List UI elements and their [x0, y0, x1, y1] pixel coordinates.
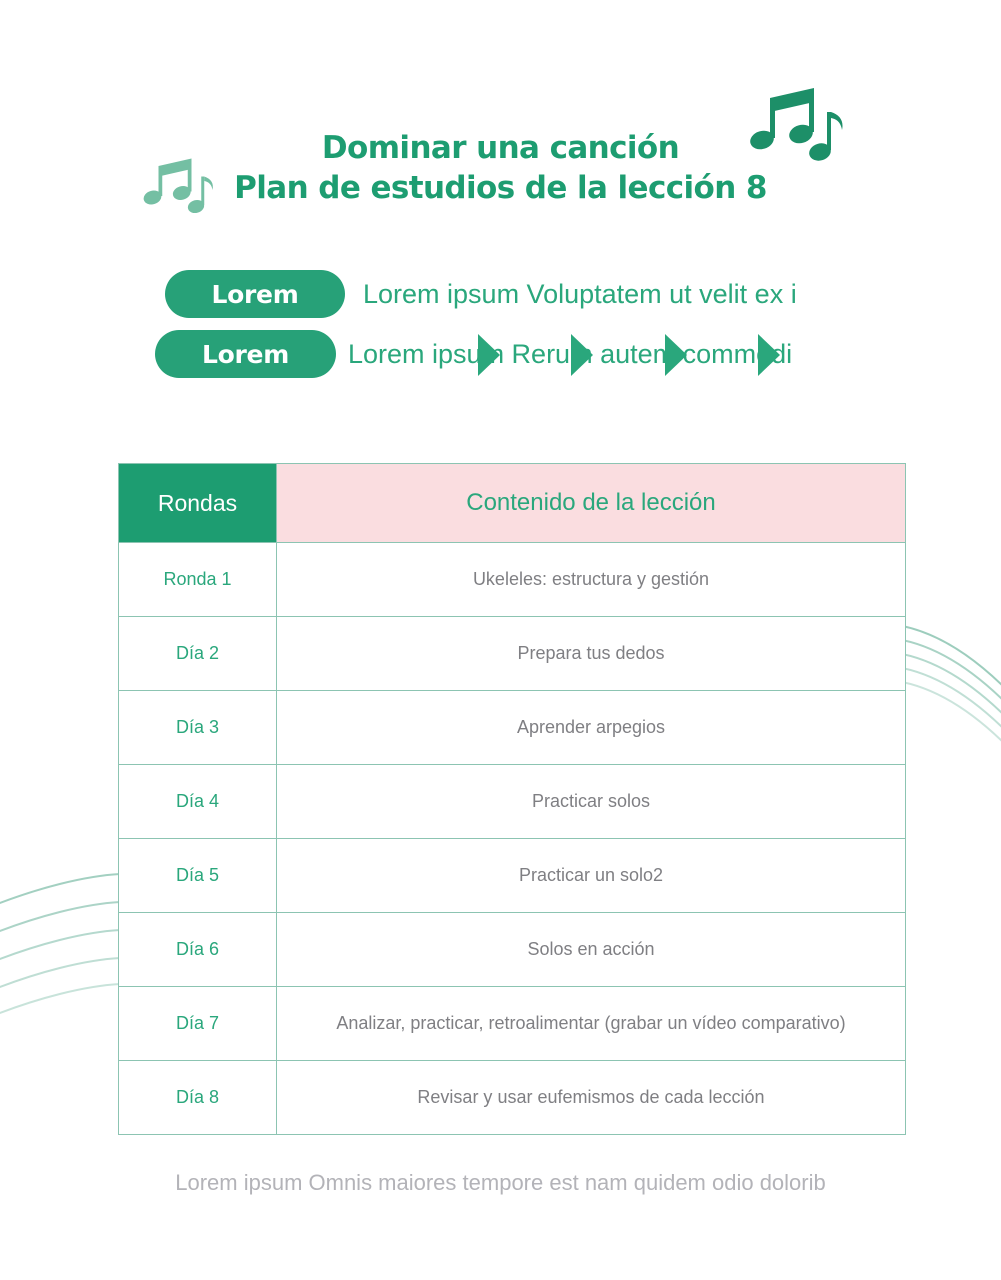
- row-content-label: Practicar solos: [277, 765, 906, 839]
- badge-pill-2[interactable]: Lorem: [155, 330, 336, 378]
- badge-pill-1[interactable]: Lorem: [165, 270, 345, 318]
- music-staff-lines-icon: [0, 848, 120, 1043]
- row-round-label: Día 4: [119, 765, 277, 839]
- badge-row-2: [155, 330, 792, 378]
- table-header-contenido: Contenido de la lección: [277, 464, 906, 543]
- table-row: [119, 765, 906, 839]
- table-row: [119, 1061, 906, 1135]
- badge-row-1: [165, 270, 797, 318]
- row-content-label: Aprender arpegios: [277, 691, 906, 765]
- table-header-rondas: Rondas: [119, 464, 277, 543]
- footer-note: Lorem ipsum Omnis maiores tempore est nam quidem odio dolorib: [175, 1170, 826, 1195]
- table-row: [119, 543, 906, 617]
- lesson-plan-table: [118, 463, 906, 1135]
- row-round-label: Día 3: [119, 691, 277, 765]
- badge-text-1: Lorem ipsum Voluptatem ut velit ex i: [363, 279, 797, 309]
- row-round-label: Ronda 1: [119, 543, 277, 617]
- row-round-label: Día 7: [119, 987, 277, 1061]
- page-title: [0, 128, 1001, 208]
- table-row: [119, 913, 906, 987]
- row-content-label: Prepara tus dedos: [277, 617, 906, 691]
- table-row: [119, 617, 906, 691]
- table-row: [119, 987, 906, 1061]
- badge-text-2: Lorem ipsum Rerum autem commodi: [348, 339, 793, 369]
- row-content-label: Solos en acción: [277, 913, 906, 987]
- title-line-2: Plan de estudios de la lección 8: [234, 170, 767, 206]
- row-round-label: Día 6: [119, 913, 277, 987]
- row-round-label: Día 8: [119, 1061, 277, 1135]
- table-body: [119, 543, 906, 1135]
- row-content-label: Revisar y usar eufemismos de cada lección: [277, 1061, 906, 1135]
- table-header-row: [119, 464, 906, 543]
- row-content-label: Analizar, practicar, retroalimentar (grabar un vídeo comparativo): [277, 987, 906, 1061]
- table-row: [119, 691, 906, 765]
- row-content-label: Practicar un solo2: [277, 839, 906, 913]
- row-content-label: Ukeleles: estructura y gestión: [277, 543, 906, 617]
- title-line-1: Dominar una canción: [321, 130, 680, 166]
- row-round-label: Día 2: [119, 617, 277, 691]
- table-row: [119, 839, 906, 913]
- row-round-label: Día 5: [119, 839, 277, 913]
